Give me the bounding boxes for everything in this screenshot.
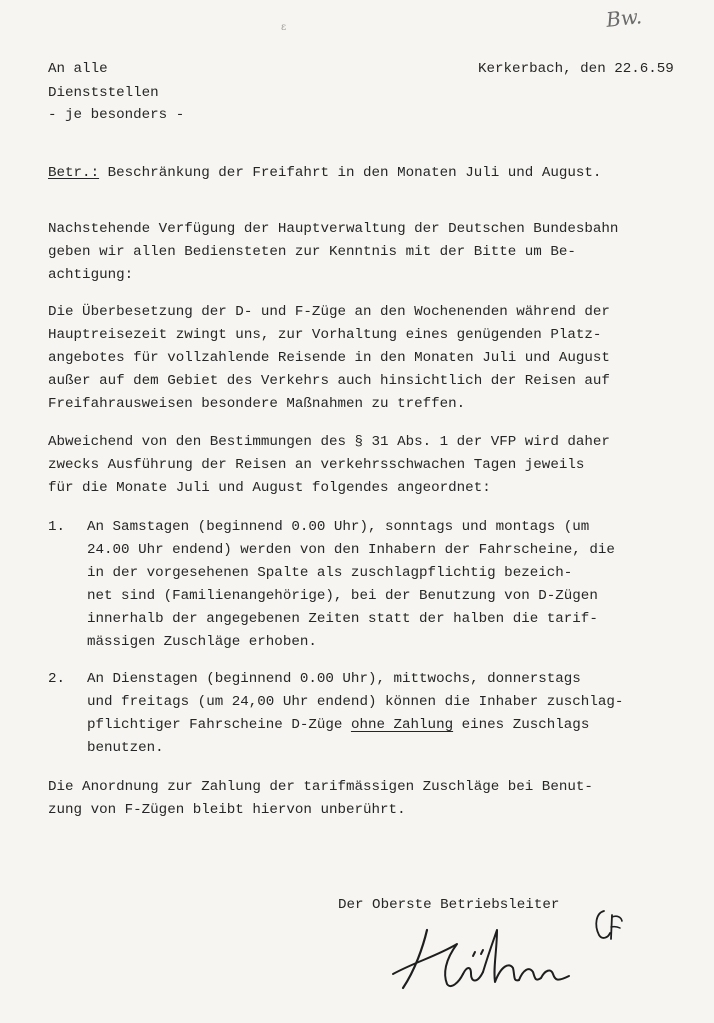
order-line-3: für die Monate Juli und August folgendes angeordnet: <box>48 480 491 496</box>
subject-label: Betr.: <box>48 165 100 181</box>
item-2-number: 2. <box>48 671 66 687</box>
item-2-line-4: benutzen. <box>87 740 164 756</box>
recipient-line-1: An alle <box>48 61 108 77</box>
reason-line-3: angebotes für vollzahlende Reisende in den Monaten Juli und August <box>48 350 610 366</box>
closing-line-1: Die Anordnung zur Zahlung der tarifmässigen Zuschläge bei Benut- <box>48 779 593 795</box>
item-1-line-4: net sind (Familienangehörige), bei der Benutzung von D-Zügen <box>87 588 598 604</box>
item-2-line-3-start: pflichtiger Fahrscheine D-Züge <box>87 717 351 733</box>
intro-line-3: achtigung: <box>48 267 134 283</box>
recipient-line-3: - je besonders - <box>48 107 185 123</box>
item-2-line-1: An Dienstagen (beginnend 0.00 Uhr), mittwochs, donnerstags <box>87 671 581 687</box>
order-line-1: Abweichend von den Bestimmungen des § 31 Abs. 1 der VFP wird daher <box>48 434 610 450</box>
closing-line-2: zung von F-Zügen bleibt hiervon unberührt. <box>48 802 406 818</box>
signoff-title: Der Oberste Betriebsleiter <box>338 897 560 913</box>
item-1-line-1: An Samstagen (beginnend 0.00 Uhr), sonntags und montags (um <box>87 519 590 535</box>
reason-line-2: Hauptreisezeit zwingt uns, zur Vorhaltung eines genügenden Platz- <box>48 327 602 343</box>
intro-line-2: geben wir allen Bediensteten zur Kenntnis mit der Bitte um Be- <box>48 244 576 260</box>
paper-speck-mark: ε <box>281 22 287 33</box>
item-1-line-2: 24.00 Uhr endend) werden von den Inhabern der Fahrscheine, die <box>87 542 615 558</box>
reason-line-5: Freifahrausweisen besondere Maßnahmen zu treffen. <box>48 396 466 412</box>
item-1-line-5: innerhalb der angegebenen Zeiten statt der halben die tarif- <box>87 611 598 627</box>
recipient-line-2: Dienststellen <box>48 85 159 101</box>
subject-line <box>48 166 601 180</box>
emphasis-ohne-zahlung: ohne Zahlung <box>350 717 454 733</box>
place-date: Kerkerbach, den 22.6.59 <box>478 61 674 77</box>
reason-line-4: außer auf dem Gebiet des Verkehrs auch hinsichtlich der Reisen auf <box>48 373 610 389</box>
item-1-number: 1. <box>48 519 66 535</box>
item-2-line-2: und freitags (um 24,00 Uhr endend) können die Inhaber zuschlag- <box>87 694 624 710</box>
order-line-2: zwecks Ausführung der Reisen an verkehrsschwachen Tagen jeweils <box>48 457 585 473</box>
signature <box>385 922 585 1002</box>
handwritten-note: Bw. <box>604 4 643 32</box>
initials-mark <box>590 905 630 949</box>
intro-line-1: Nachstehende Verfügung der Hauptverwaltung der Deutschen Bundesbahn <box>48 221 619 237</box>
item-1-line-3: in der vorgesehenen Spalte als zuschlagpflichtig bezeich- <box>87 565 573 581</box>
item-2-line-3 <box>87 718 589 732</box>
reason-line-1: Die Überbesetzung der D- und F-Züge an den Wochenenden während der <box>48 304 610 320</box>
subject-text: Beschränkung der Freifahrt in den Monaten Juli und August. <box>99 165 602 181</box>
item-2-line-3-tail: eines Zuschlags <box>453 717 590 733</box>
item-1-line-6: mässigen Zuschläge erhoben. <box>87 634 317 650</box>
